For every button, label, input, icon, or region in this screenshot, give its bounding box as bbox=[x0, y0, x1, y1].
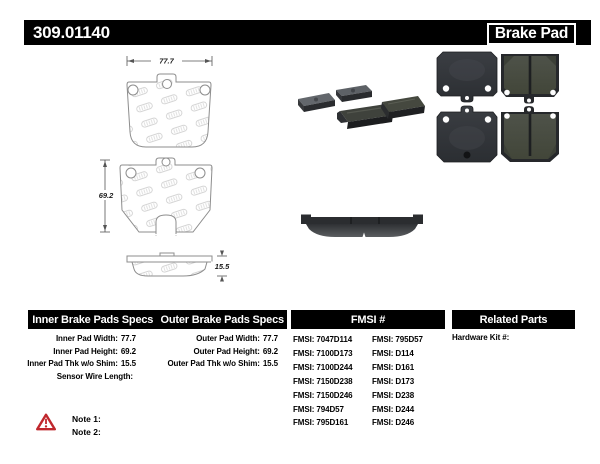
thickness-dimension-label: 15.5 bbox=[214, 261, 230, 271]
pad-edge-drawing bbox=[127, 253, 212, 276]
fmsi-column-1 bbox=[293, 333, 353, 430]
fmsi-entry: FMSI: 795D161 bbox=[293, 418, 349, 428]
related-parts-column bbox=[452, 333, 512, 342]
related-parts-header: Related Parts bbox=[452, 310, 575, 329]
pad-technical-drawings bbox=[88, 50, 238, 285]
fmsi-entry: FMSI: 7047D114 bbox=[293, 335, 353, 344]
backplate-pad-photo-1 bbox=[298, 93, 335, 112]
part-number: 309.01140 bbox=[33, 23, 110, 42]
fmsi-entry: FMSI: D246 bbox=[372, 418, 415, 428]
width-dimension-label: 77.7 bbox=[159, 56, 174, 66]
backplate-back-photo-bottom bbox=[437, 106, 497, 162]
notes bbox=[72, 413, 101, 438]
outer-specs-column bbox=[150, 333, 278, 371]
height-dimension-label: 69.2 bbox=[98, 191, 114, 200]
fmsi-entry: FMSI: D238 bbox=[372, 390, 415, 400]
outer-pad-front-drawing bbox=[127, 74, 211, 147]
fmsi-entry: FMSI: 7100D244 bbox=[293, 362, 353, 372]
fmsi-entry: FMSI: D114 bbox=[372, 348, 414, 358]
fmsi-entry: FMSI: 795D57 bbox=[372, 335, 423, 344]
spec-row: Hardware Kit #: bbox=[452, 333, 510, 342]
fmsi-column-2 bbox=[372, 333, 423, 430]
specs-table-header bbox=[28, 310, 287, 329]
spec-row: Inner Pad Width: 77.7 bbox=[55, 334, 136, 343]
backplate-pad-photo-2 bbox=[336, 85, 372, 102]
fmsi-header: FMSI # bbox=[291, 310, 445, 329]
friction-pad-front-photo-bottom bbox=[501, 106, 559, 162]
inner-specs-header: Inner Brake Pads Specs bbox=[32, 313, 154, 326]
note-line: Note 2: bbox=[72, 426, 101, 437]
pads-perspective-photo bbox=[285, 78, 433, 138]
fmsi-entry: FMSI: D244 bbox=[372, 404, 415, 414]
note-line: Note 1: bbox=[72, 414, 101, 424]
fmsi-entry: FMSI: 7150D246 bbox=[293, 390, 353, 400]
friction-pad-front-photo-top bbox=[501, 54, 559, 104]
title-bar bbox=[24, 20, 591, 45]
pad-edge-photo bbox=[293, 208, 431, 250]
spec-row: Outer Pad Width: 77.7 bbox=[196, 334, 278, 343]
fmsi-entry: FMSI: 7100D173 bbox=[293, 348, 353, 358]
inner-specs-column bbox=[8, 333, 136, 383]
pad-set-grid-photo bbox=[430, 46, 570, 168]
spec-row: Inner Pad Height: 69.2 bbox=[53, 346, 136, 356]
fmsi-entry: FMSI: 7150D238 bbox=[293, 376, 353, 386]
spec-row: Sensor Wire Length: bbox=[56, 371, 133, 381]
outer-specs-header: Outer Brake Pads Specs bbox=[160, 313, 284, 326]
warning-triangle-icon bbox=[36, 413, 56, 431]
fmsi-entry: FMSI: D173 bbox=[372, 376, 415, 386]
spec-row: Outer Pad Thk w/o Shim: 15.5 bbox=[167, 359, 278, 369]
spec-row: Outer Pad Height: 69.2 bbox=[193, 346, 278, 356]
fmsi-entry: FMSI: 794D57 bbox=[293, 404, 344, 414]
inner-pad-front-drawing bbox=[120, 158, 212, 236]
fmsi-entry: FMSI: D161 bbox=[372, 362, 415, 372]
backplate-back-photo-top bbox=[437, 52, 497, 102]
spec-row: Inner Pad Thk w/o Shim: 15.5 bbox=[27, 359, 136, 369]
friction-pad-photo-2 bbox=[381, 96, 425, 119]
product-type-badge: Brake Pad bbox=[487, 23, 576, 45]
